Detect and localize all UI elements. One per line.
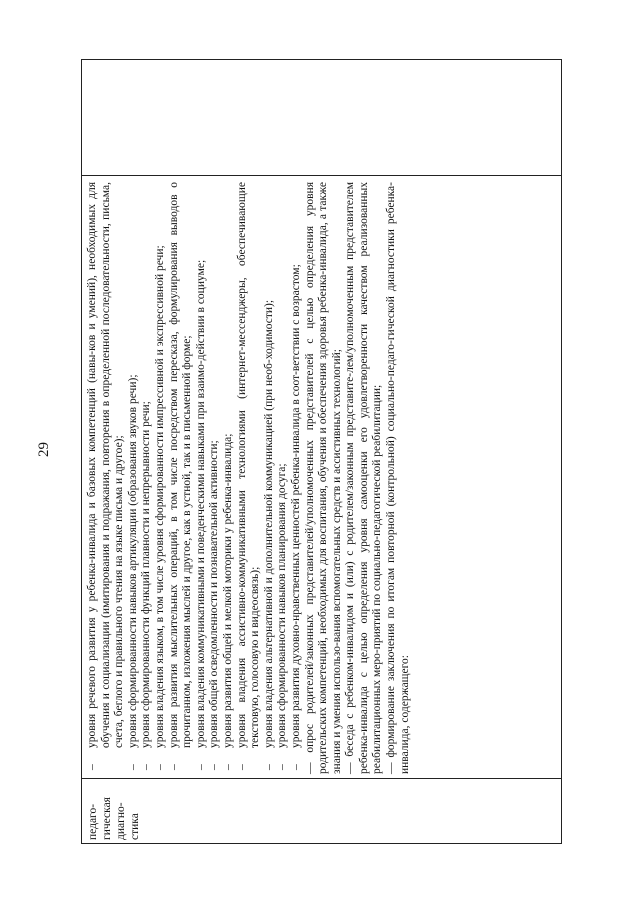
- dash-marker: –: [208, 764, 221, 770]
- list-item: [168, 182, 195, 774]
- dash-marker: –: [153, 764, 166, 770]
- paragraph-survey: — опрос родителей/законных представителей/уполномоченных представителей с целью определения уровня родительских компетенций, необходимых для воспитания, обучения и обеспечения здоровья ребенка-инвалида, а также знания и умения использо-вания вспомогательных средств и ассистивных технологий;: [303, 182, 343, 774]
- dash-marker: –: [194, 764, 207, 770]
- list-item-text: уровня речевого развития у ребенка-инвалида и базовых компетенций (навы-ков и умений), необходимых для обучения и социализации (имитирования и подражания, повторения в определенной последовательности, письма, счета, беглого и правильного чтения на языке письма и другое);: [86, 182, 126, 748]
- list-item-text: уровня развития духовно-нравственных ценностей ребенка-инвалида в соот-ветствии с возрастом;: [289, 264, 302, 748]
- list-item: [86, 182, 127, 774]
- dash-marker: –: [167, 764, 180, 770]
- dash-marker: –: [126, 764, 139, 770]
- list-item-text: уровня владения коммуникативными и поведенческими навыками при взаимо-действии в социуме;: [194, 259, 207, 748]
- rotated-table-page: [81, 59, 562, 844]
- list-item: [263, 182, 277, 774]
- list-item: [154, 182, 168, 774]
- dash-marker: –: [262, 764, 275, 770]
- list-item-text: уровня сформированности навыков артикуляции (образования звуков речи);: [126, 374, 139, 748]
- column-divider: [81, 778, 562, 779]
- list-item-text: уровня общей осведомленности и познавательной активности;: [208, 440, 221, 748]
- paragraph-interview: — беседа с ребенком-инвалидом и (или) с родителем/законным представите-лем/уполномоченным представителем ребенка-инвалида с целью определения уровня самооценки его удовлетворенности качеством реализованных реабилитационных меро-приятий по социально-педагогической реабилитации;: [344, 182, 384, 774]
- list-item-text: уровня развития общей и мелкой моторики у ребенка-инвалида;: [221, 433, 234, 748]
- list-item-text: уровня владения языком, в том числе уровня сформированности импрессивной и экспрессивной речи;: [153, 245, 166, 748]
- section-label-line: педаго-: [87, 803, 99, 840]
- dash-marker: –: [235, 764, 248, 770]
- list-item: [140, 182, 154, 774]
- section-label-line: стика: [129, 813, 141, 840]
- list-item: [127, 182, 141, 774]
- list-item: [276, 182, 290, 774]
- dash-marker: –: [86, 764, 98, 770]
- section-label-cell: [86, 782, 142, 840]
- content-cell: [86, 182, 412, 774]
- section-label-line: диагно-: [115, 802, 127, 840]
- section-label-line: гическая: [101, 797, 113, 840]
- dash-marker: –: [140, 764, 153, 770]
- list-item: [222, 182, 236, 774]
- list-item: [208, 182, 222, 774]
- list-item-text: уровня сформированности функций плавности и непрерывности речи;: [140, 401, 153, 748]
- list-item-text: уровня владения ассистивно-коммуникативными технологиями (интернет-мессенджеры, обеспечивающие текстовую, голосовую и видеосвязь);: [235, 182, 262, 748]
- list-item: [195, 182, 209, 774]
- dash-marker: –: [289, 764, 302, 770]
- dash-marker: –: [221, 764, 234, 770]
- list-item-text: уровня развития мыслительных операций, в том числе посредством пересказа, формулирования выводов о прочитанном, изложения мыслей и другое, как в устной, так и в письменной форме;: [167, 182, 194, 748]
- list-item-text: уровня владения альтернативной и дополнительной коммуникацией (при необ-ходимости);: [262, 299, 275, 748]
- dash-marker: –: [276, 764, 289, 770]
- list-item: [290, 182, 304, 774]
- paragraph-conclusion: — формирование заключения по итогам повторной (контрольной) социально-педаго-гической диагностики ребенка-инвалида, содержащего:: [385, 182, 411, 774]
- list-item: [236, 182, 263, 774]
- column-divider: [81, 175, 562, 176]
- page-number: 29: [36, 442, 52, 457]
- list-item-text: уровня сформированности навыков планирования досуга;: [276, 463, 289, 748]
